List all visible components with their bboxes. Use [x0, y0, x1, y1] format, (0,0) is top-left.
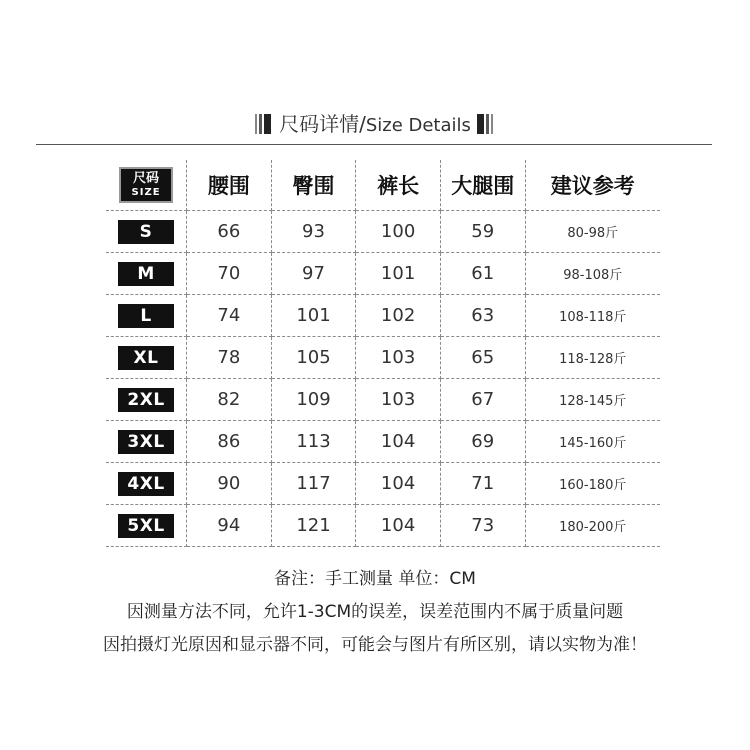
length-cell: 101 — [356, 253, 441, 295]
weight-cell: 80-98斤 — [525, 211, 660, 253]
thigh-cell: 65 — [440, 337, 525, 379]
thigh-cell: 59 — [440, 211, 525, 253]
hip-cell: 93 — [271, 211, 356, 253]
waist-cell: 70 — [187, 253, 272, 295]
waist-cell: 74 — [187, 295, 272, 337]
note-measurement: 备注：手工测量 单位：CM — [274, 569, 476, 589]
weight-cell: 98-108斤 — [525, 253, 660, 295]
size-cell — [106, 337, 187, 379]
weight-cell: 108-118斤 — [525, 295, 660, 337]
hip-cell: 117 — [271, 463, 356, 505]
header-cell-waist: 腰围 — [187, 160, 272, 211]
hip-cell: 105 — [271, 337, 356, 379]
size-tag: S — [118, 220, 174, 244]
weight-cell: 145-160斤 — [525, 421, 660, 463]
length-cell: 103 — [356, 379, 441, 421]
bars-left-icon — [255, 114, 273, 134]
table-row — [106, 421, 660, 463]
note-tolerance: 因测量方法不同，允许1-3CM的误差，误差范围内不属于质量问题 — [126, 602, 624, 622]
waist-cell: 78 — [187, 337, 272, 379]
weight-cell: 128-145斤 — [525, 379, 660, 421]
header-cell-thigh: 大腿围 — [440, 160, 525, 211]
notes-section — [0, 563, 750, 662]
thigh-cell: 67 — [440, 379, 525, 421]
header-divider — [36, 144, 712, 145]
thigh-cell: 73 — [440, 505, 525, 547]
header-title — [0, 110, 750, 140]
hip-cell: 109 — [271, 379, 356, 421]
size-tag: L — [118, 304, 174, 328]
size-tag: XL — [118, 346, 174, 370]
size-header-tag — [119, 167, 173, 203]
table-body — [106, 211, 660, 547]
length-cell: 103 — [356, 337, 441, 379]
size-tag: M — [118, 262, 174, 286]
note-color-disclaimer: 因拍摄灯光原因和显示器不同，可能会与图片有所区别，请以实物为准！ — [103, 635, 647, 655]
hip-cell: 121 — [271, 505, 356, 547]
length-cell: 104 — [356, 505, 441, 547]
size-header-cn: 尺码 — [133, 171, 160, 186]
length-cell: 104 — [356, 463, 441, 505]
size-cell — [106, 295, 187, 337]
size-cell — [106, 379, 187, 421]
table-row — [106, 463, 660, 505]
size-cell — [106, 421, 187, 463]
waist-cell: 94 — [187, 505, 272, 547]
section-header — [0, 108, 750, 148]
header-cell-hip: 臀围 — [271, 160, 356, 211]
thigh-cell: 69 — [440, 421, 525, 463]
size-tag: 2XL — [118, 388, 174, 412]
size-cell — [106, 211, 187, 253]
hip-cell: 113 — [271, 421, 356, 463]
size-cell — [106, 463, 187, 505]
weight-cell: 118-128斤 — [525, 337, 660, 379]
size-tag: 5XL — [118, 514, 174, 538]
waist-cell: 86 — [187, 421, 272, 463]
size-tag: 4XL — [118, 472, 174, 496]
waist-cell: 82 — [187, 379, 272, 421]
length-cell: 100 — [356, 211, 441, 253]
table-row — [106, 295, 660, 337]
title-en: Size Details — [365, 115, 471, 136]
hip-cell: 101 — [271, 295, 356, 337]
weight-cell: 180-200斤 — [525, 505, 660, 547]
size-header-en: SIZE — [131, 187, 161, 198]
thigh-cell: 71 — [440, 463, 525, 505]
waist-cell: 66 — [187, 211, 272, 253]
table-row — [106, 253, 660, 295]
table-row — [106, 379, 660, 421]
hip-cell: 97 — [271, 253, 356, 295]
length-cell: 104 — [356, 421, 441, 463]
size-table — [106, 160, 660, 547]
table-header-row — [106, 160, 660, 211]
table-row — [106, 505, 660, 547]
bars-right-icon — [477, 114, 495, 134]
size-tag: 3XL — [118, 430, 174, 454]
header-cell-weight: 建议参考 — [525, 160, 660, 211]
weight-cell: 160-180斤 — [525, 463, 660, 505]
title-cn: 尺码详情/ — [279, 112, 366, 136]
table-row — [106, 337, 660, 379]
thigh-cell: 63 — [440, 295, 525, 337]
header-cell-length: 裤长 — [356, 160, 441, 211]
size-cell — [106, 505, 187, 547]
length-cell: 102 — [356, 295, 441, 337]
table-row — [106, 211, 660, 253]
size-cell — [106, 253, 187, 295]
thigh-cell: 61 — [440, 253, 525, 295]
header-cell-size — [106, 160, 187, 211]
waist-cell: 90 — [187, 463, 272, 505]
